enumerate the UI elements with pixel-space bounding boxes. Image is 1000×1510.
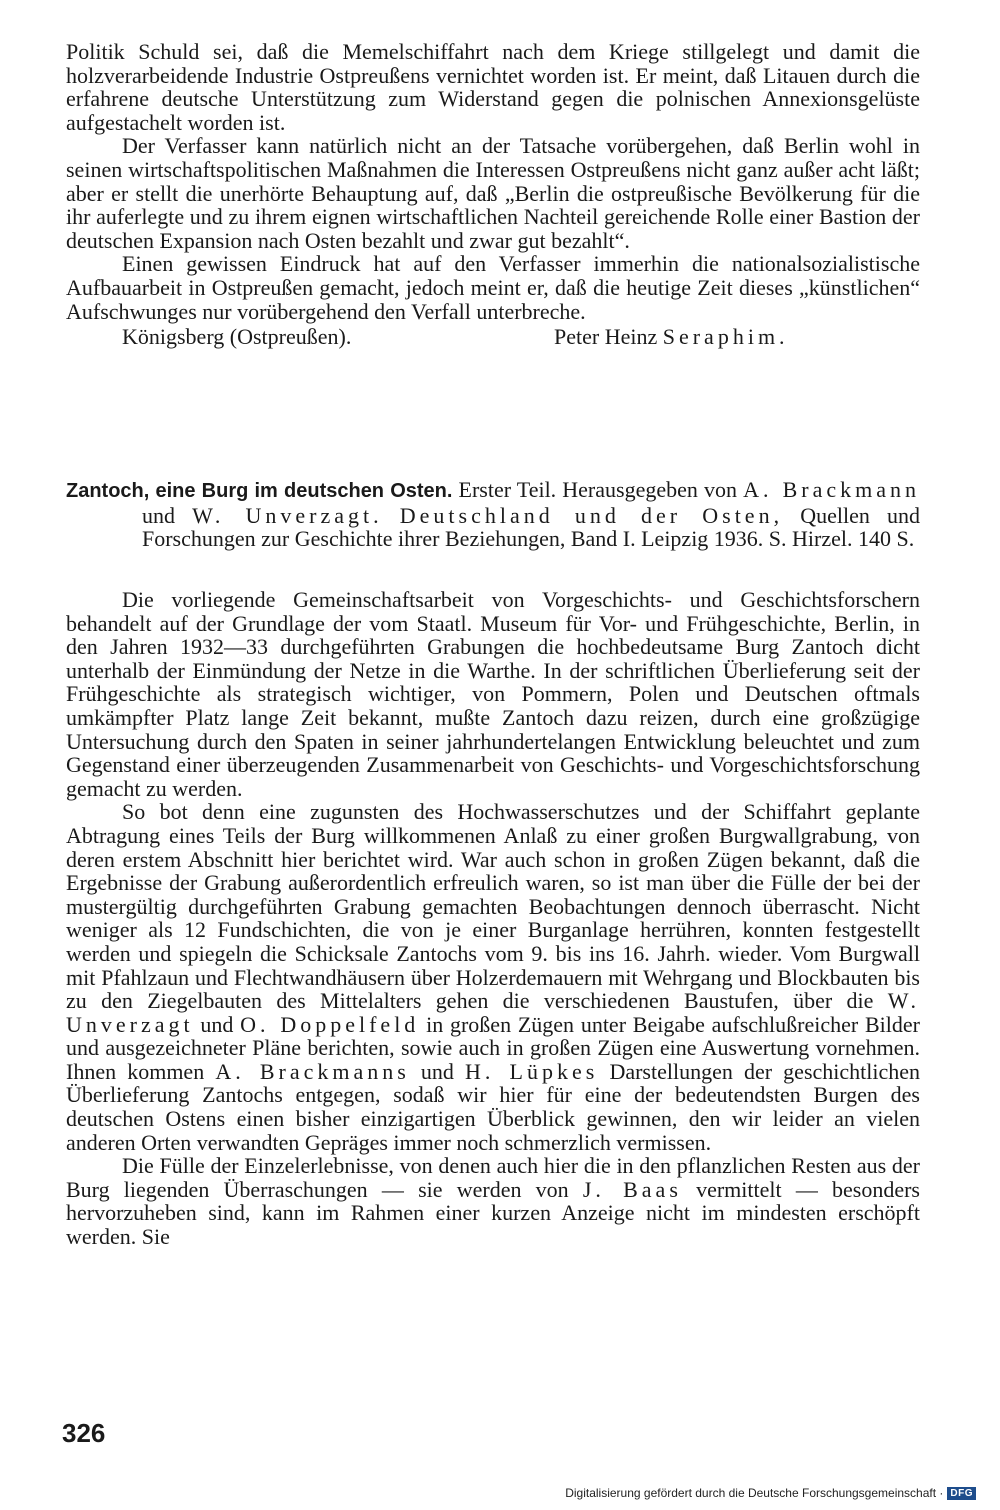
paragraph: Die vorliegende Gemeinschaftsarbeit von Vorgeschichts- und Geschichtsforschern behandelt auf der Grundlage der vom Staatl. Museum für Vor- und Frühgeschichte, Berlin, in den Jahren 1932—33 durchgeführten Grabungen die hochbedeutsame Burg Zantoch dicht unterhalb der Einmündung der Netze in die Warthe. In der schriftlichen Überlieferung seit der Frühgeschichte als strategisch wichtiger, von Pommern, Polen und Deutschen oftmals umkämpfter Platz lange Zeit bekannt, mußte Zantoch dazu reizen, durch eine großzügige Untersuchung durch den Spaten in seiner jahrhundertelangen Entwicklung beleuchtet und zum Gegenstand einer überzeugenden Zusammenarbeit von Geschichts- und Vorgeschichtsforschung gemacht zu werden. <box>66 587 920 801</box>
digitization-footer <box>565 1486 976 1500</box>
signature-place: Königsberg (Ostpreußen). <box>122 324 352 350</box>
author-name: J. Baas <box>582 1176 682 1202</box>
paragraph: Politik Schuld sei, daß die Memelschiffahrt nach dem Kriege stillgelegt und damit die holzverarbeidende Industrie Ostpreußens vernichtet worden ist. Er meint, daß Litauen durch die erfahrene deutsche Unterstützung zum Widerstand gegen die polnischen Annexionsgelüste aufgestachelt worden ist. <box>66 39 920 135</box>
dfg-logo-icon: DFG <box>947 1487 976 1500</box>
previous-review-continuation <box>66 40 920 351</box>
book-title: Zantoch, eine Burg im deutschen Osten. <box>66 480 453 502</box>
author-name: A. Brackmanns <box>215 1058 410 1084</box>
signature-author <box>554 325 789 349</box>
author-name: H. Lüpkes <box>465 1058 599 1084</box>
series-title: Deutschland und der Osten, <box>399 502 784 528</box>
editor-name: W. Unverzagt. <box>192 502 383 528</box>
author-last-name: Seraphim. <box>662 324 789 350</box>
review-body <box>66 588 920 1249</box>
author-name: O. Doppelfeld <box>240 1011 420 1037</box>
footer-text: Digitalisierung gefördert durch die Deutsche Forschungsgemeinschaft · <box>565 1486 944 1500</box>
paragraph: So bot denn eine zugunsten des Hochwasserschutzes und der Schiffahrt geplante Abtragung eines Teils der Burg willkommenen Anlaß zu einer großen Burgwallgrabung, von deren erstem Abschnitt hier berichtet wird. War auch schon in großen Zügen bekannt, daß die Ergebnisse der Grabung außerordentlich erfreulich waren, so ist man über die Fülle der bei der mustergültig durchgeführten Grabung gemachten Beobachtungen dennoch überrascht. Nicht weniger als 12 Fundschichten, die von je einer Burganlage herrühren, konnten festgestellt werden und spiegeln die Schicksale Zantochs vom 9. bis ins 16. Jahrh. wieder. Vom Burgwall mit Pfahlzaun und Flechtwandhäusern über Holzerdemauern mit Wehrgang und Blockbauten bis zu den Ziegelbauten des Mittelalters gehen die verschiedenen Baustufen, über die W. Unverzagt und O. Doppelfeld in großen Zügen unter Beigabe aufschlußreicher Bilder und ausgezeichneter Pläne berichten, sowie auch in großen Zügen eine Auswertung vornehmen. Ihnen kommen A. Brackmanns und H. Lüpkes Darstellungen der geschichtlichen Überlieferung Zantochs entgegen, sodaß wir hier für eine der bedeutendsten Burgen des deutschen Ostens einen bisher einzigartigen Überblick gewinnen, den wir leider an vielen anderen Orten verwandten Gepräges immer noch schmerzlich vermissen. <box>66 799 921 1155</box>
review-signature <box>66 325 920 351</box>
review-heading: Zantoch, eine Burg im deutschen Osten. Erster Teil. Herausgegeben von A. Brackmann und W. Unverzagt. Deutschland und der Osten, Quellen und Forschungen zur Geschichte ihrer Beziehungen, Band I. Leipzig 1936. S. Hirzel. 140 S. <box>66 477 921 552</box>
author-name: W. Unverzagt <box>66 988 920 1037</box>
paragraph: Der Verfasser kann natürlich nicht an der Tatsache vorübergehen, daß Berlin wohl in seinen wirtschaftspolitischen Maßnahmen die Interessen Ostpreußens nicht ganz außer acht läßt; aber er stellt die unerhörte Behauptung auf, daß „Berlin die ostpreußische Bevölkerung für die ihr auferlegte und zu ihrem eignen wirtschaftlichen Nachteil gereichende Rolle einer Bastion der deutschen Expansion nach Osten bezahlt und zwar gut bezahlt“. <box>66 133 920 253</box>
editor-name: A. Brackmann <box>743 477 921 502</box>
author-first-name: Peter Heinz <box>554 324 658 350</box>
page-number: 326 <box>62 1418 106 1448</box>
paragraph: Einen gewissen Eindruck hat auf den Verfasser immerhin die nationalsozialistische Aufbauarbeit in Ostpreußen gemacht, jedoch meint er, daß die heutige Zeit dieses „künstlichen“ Aufschwunges nur vorübergehend den Verfall unterbreche. <box>66 251 920 324</box>
paragraph: Die Fülle der Einzelerlebnisse, von denen auch hier die in den pflanzlichen Resten aus der Burg liegenden Überraschungen — sie werden von J. Baas vermittelt — besonders hervorzuheben sind, kann im Rahmen einer kurzen Anzeige nicht im mindesten erschöpft werden. Sie <box>66 1153 920 1250</box>
